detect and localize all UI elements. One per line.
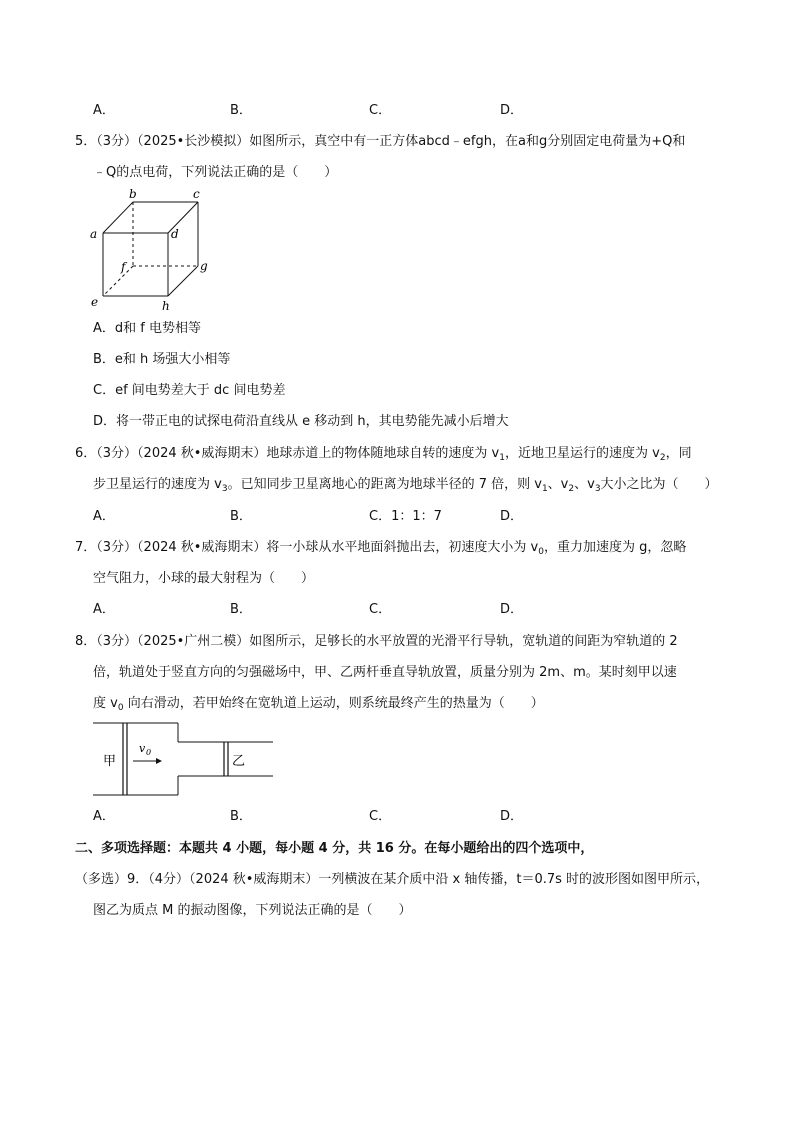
q6-sub: 1 xyxy=(541,484,548,494)
q8-text: 向右滑动，若甲始终在宽轨道上运动，则系统最终产生的热量为（ ） xyxy=(123,696,544,711)
cube-label-c: c xyxy=(193,187,200,201)
q7-sub: 0 xyxy=(538,547,544,557)
q6-sub: 3 xyxy=(594,484,601,494)
q6-text: 、v xyxy=(547,477,569,492)
rail-figure xyxy=(93,720,278,800)
q6-text: 、v xyxy=(574,477,595,492)
cube-label-e: e xyxy=(91,295,99,309)
q6-stem-line2 xyxy=(93,476,718,494)
cube-label-h: h xyxy=(162,299,170,313)
cube-label-f: f xyxy=(121,260,126,274)
q4-option-a: A． xyxy=(93,103,115,118)
q8-stem-line2: 倍，轨道处于竖直方向的匀强磁场中，甲、乙两杆垂直导轨放置，质量分别为 2m、m。某时刻甲以速 xyxy=(93,665,677,680)
q7-option-a: A． xyxy=(93,602,115,617)
q5-option-c: C．ef 间电势差大于 dc 间电势差 xyxy=(93,383,286,398)
q6-text: ，同 xyxy=(665,446,692,461)
q6-option-b: B． xyxy=(230,509,252,524)
q5-option-a: A．d和 f 电势相等 xyxy=(93,321,201,336)
q8-stem-line3 xyxy=(93,695,544,713)
q7-stem-line1 xyxy=(75,539,686,557)
q7-stem-line2: 空气阻力，小球的最大射程为（ ） xyxy=(93,571,315,586)
q5-option-b: B．e和 h 场强大小相等 xyxy=(93,352,231,367)
q6-option-c: C．1：1：7 xyxy=(369,509,442,524)
section2-heading: 二、多项选择题：本题共 4 小题，每小题 4 分，共 16 分。在每小题给出的四个选项中， xyxy=(75,841,594,856)
q6-text: 步卫星运行的速度为 v xyxy=(93,477,222,492)
cube-label-g: g xyxy=(200,259,208,273)
q4-option-b: B． xyxy=(230,103,252,118)
q6-option-d: D． xyxy=(500,509,524,524)
q5-option-d: D．将一带正电的试探电荷沿直线从 e 移动到 h，其电势能先减小后增大 xyxy=(93,414,509,429)
q8-text: 度 v xyxy=(93,696,118,711)
q7-option-d: D． xyxy=(500,602,524,617)
q8-option-d: D． xyxy=(500,809,524,824)
q6-text: ，近地卫星运行的速度为 v xyxy=(505,446,660,461)
cube-figure xyxy=(88,186,216,314)
cube-label-b: b xyxy=(129,187,137,201)
cube-label-a: a xyxy=(90,227,98,241)
velocity-label: v xyxy=(139,742,146,755)
rod-jia-label: 甲 xyxy=(103,754,117,769)
q6-sub: 3 xyxy=(221,484,228,494)
q6-sub: 2 xyxy=(659,453,666,463)
q7-option-c: C． xyxy=(369,602,392,617)
q8-option-a: A． xyxy=(93,809,115,824)
q5-stem-line1: 5．（3分）（2025•长沙模拟）如图所示，真空中有一正方体abcd﹣efgh，在a和g分别固定电荷量为+Q和 xyxy=(75,134,686,149)
rod-yi-label: 乙 xyxy=(232,754,246,769)
q9-stem-line2: 图乙为质点 M 的振动图像，下列说法正确的是（ ） xyxy=(93,903,412,918)
q6-option-a: A． xyxy=(93,509,115,524)
q6-stem-line1 xyxy=(75,445,692,463)
q7-text: ，重力加速度为 g，忽略 xyxy=(544,540,687,555)
q6-text: 大小之比为（ ） xyxy=(600,477,718,492)
q6-sub: 2 xyxy=(568,484,575,494)
q8-sub: 0 xyxy=(117,703,124,713)
velocity-subscript: 0 xyxy=(146,748,152,757)
q6-text: 6．（3分）（2024 秋•威海期末）地球赤道上的物体随地球自转的速度为 v xyxy=(75,446,500,461)
q7-text: 7．（3分）（2024 秋•威海期末）将一小球从水平地面斜抛出去，初速度大小为 v xyxy=(75,540,539,555)
q9-stem-line1: （多选）9．（4分）（2024 秋•威海期末）一列横波在某介质中沿 x 轴传播，t＝0.7s 时的波形图如图甲所示， xyxy=(75,872,710,887)
q8-option-c: C． xyxy=(369,809,392,824)
cube-label-d: d xyxy=(171,227,179,241)
q8-stem-line1: 8．（3分）（2025•广州二模）如图所示，足够长的水平放置的光滑平行导轨，宽轨道的间距为窄轨道的 2 xyxy=(75,634,678,649)
q5-stem-line2: ﹣Q的点电荷，下列说法正确的是（ ） xyxy=(93,165,338,180)
q4-option-c: C． xyxy=(369,103,392,118)
q6-text: 。已知同步卫星离地心的距离为地球半径的 7 倍，则 v xyxy=(227,477,542,492)
q8-option-b: B． xyxy=(230,809,252,824)
q4-option-d: D． xyxy=(500,103,524,118)
q7-option-b: B． xyxy=(230,602,252,617)
q6-sub: 1 xyxy=(499,453,505,463)
